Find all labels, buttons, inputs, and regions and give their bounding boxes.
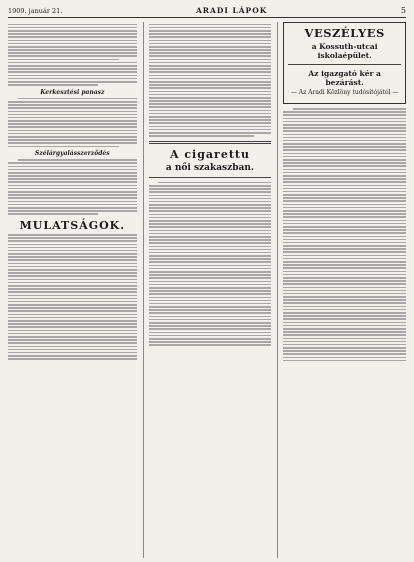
box-line-2: Az igazgató kér a bezárást. — [308, 69, 381, 87]
section-heading-2: Szélárgyalásszerződés — [35, 150, 110, 158]
text-block — [8, 234, 137, 360]
box-title: VESZÉLYES — [304, 26, 385, 40]
column-left — [8, 22, 137, 558]
masthead: ARADI LÁPOK — [195, 6, 268, 15]
text-block — [8, 24, 137, 86]
article-heading: A cigarettu — [169, 147, 250, 161]
divider — [149, 141, 272, 144]
text-block — [149, 182, 272, 346]
column-right — [277, 22, 406, 558]
boxed-heading — [283, 22, 406, 104]
text-block — [283, 108, 406, 361]
page-header — [8, 6, 406, 18]
text-block — [8, 159, 137, 215]
article-columns — [8, 22, 406, 558]
text-block — [8, 98, 137, 147]
divider — [149, 177, 272, 178]
box-line-3: — Az Aradi Közlöny tudósítójától — — [290, 89, 399, 96]
box-subtitle: a Kossuth-utcai iskolaépület. — [311, 42, 378, 60]
page-number: 5 — [400, 6, 406, 15]
divider — [288, 64, 401, 65]
section-heading-3: MULATSÁGOK. — [19, 218, 126, 232]
text-block — [149, 24, 272, 137]
column-middle — [143, 22, 272, 558]
article-subheading: a női szakaszban. — [165, 162, 255, 173]
section-heading-1: Kerkesztési panasz — [40, 88, 105, 96]
issue-date: 1909. január 21. — [8, 7, 63, 15]
